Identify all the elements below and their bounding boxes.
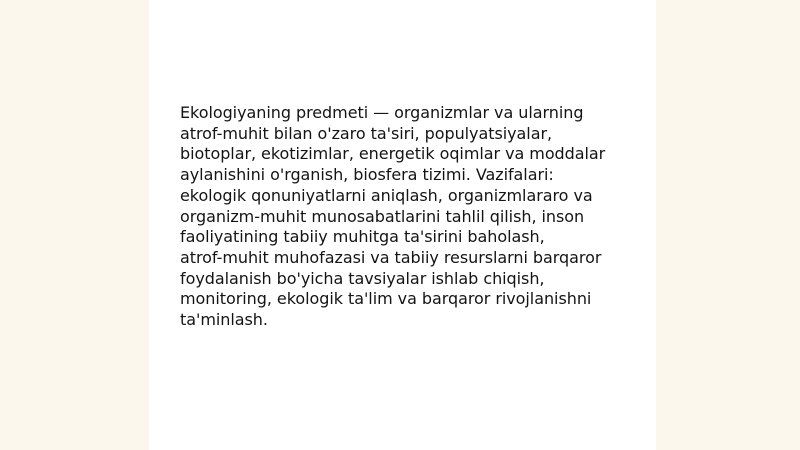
paragraph-line-8: atrof-muhit muhofazasi va tabiiy resurslarni barqaror xyxy=(180,247,602,267)
paragraph-line-2: atrof-muhit bilan o'zaro ta'siri, populyatsiyalar, xyxy=(180,123,553,143)
paragraph-line-4: aylanishini o'rganish, biosfera tizimi. Vazifalari: xyxy=(180,165,554,185)
paragraph-line-7: faoliyatining tabiiy muhitga ta'sirini baholash, xyxy=(180,227,545,247)
paragraph-line-1: Ekologiyaning predmeti — organizmlar va ularning xyxy=(180,103,584,122)
paragraph-line-9: foydalanish bo'yicha tavsiyalar ishlab chiqish, xyxy=(180,268,545,288)
paragraph-line-10: monitoring, ekologik ta'lim va barqaror rivojlanishni xyxy=(180,289,592,309)
paragraph-line-3: biotoplar, ekotizimlar, energetik oqimlar va moddalar xyxy=(180,144,606,164)
document-page xyxy=(149,0,656,450)
body-paragraph xyxy=(180,103,648,331)
paragraph-line-11: ta'minlash. xyxy=(180,310,268,330)
paragraph-line-6: organizm-muhit munosabatlarini tahlil qilish, inson xyxy=(180,206,585,226)
paragraph-line-5: ekologik qonuniyatlarni aniqlash, organizmlararo va xyxy=(180,185,593,205)
